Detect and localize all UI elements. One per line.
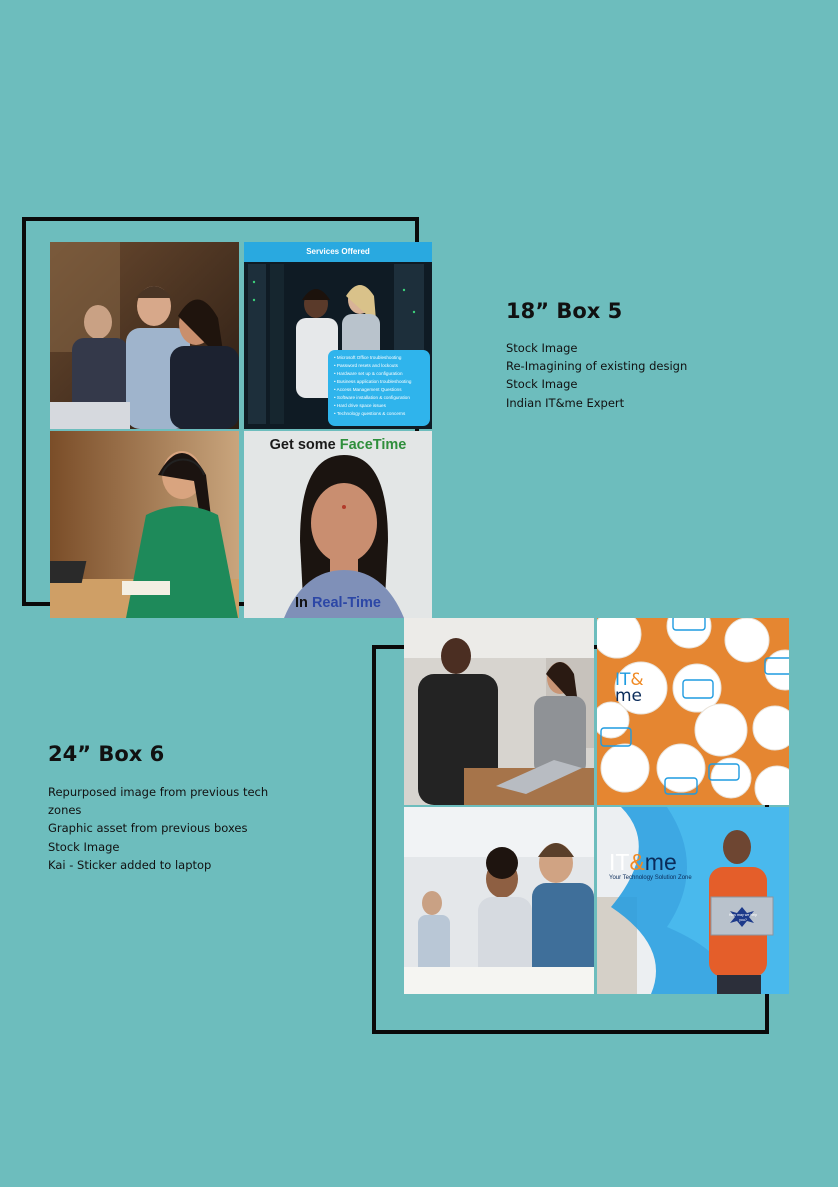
services-list-item: • Software installation & configuration — [334, 394, 426, 402]
box5-description-item: Stock Image — [506, 341, 578, 355]
box5-services-panel — [244, 242, 432, 429]
facetime-title — [244, 437, 432, 453]
services-list-item: • Technology questions & concerns — [334, 410, 426, 418]
sticker-logo-me: me — [615, 686, 643, 706]
box5-facetime-panel — [244, 431, 432, 618]
box5-description-item: Stock Image — [506, 377, 578, 392]
box6-itme-panel — [597, 807, 789, 994]
services-list — [334, 354, 426, 418]
services-banner: Services Offered — [244, 242, 432, 262]
itme-logo-me: me — [644, 849, 677, 875]
facetime-title-prefix: Get some — [269, 437, 340, 453]
box5-photo-team — [50, 242, 239, 429]
sticker-logo-it: IT — [615, 670, 631, 690]
box5-heading: 18” Box 5 — [506, 299, 623, 323]
sticker-logo — [615, 672, 644, 704]
box6-heading: 24” Box 6 — [48, 742, 165, 766]
box6-description-item: Repurposed image from previous tech zones — [48, 785, 269, 818]
box6-description-list — [48, 783, 276, 874]
box5-description-item: Re-Imagining of existing design — [506, 359, 688, 374]
laptop-sticker-text: How may we help you? — [728, 913, 758, 922]
box6-photo-collaboration — [404, 807, 594, 994]
services-list-item: • Microsoft Office troubleshooting — [334, 354, 426, 362]
realtime-title — [244, 595, 432, 611]
box6-description-item: Graphic asset from previous boxes — [48, 821, 248, 836]
box5-photo-headset — [50, 431, 239, 618]
sticker-logo-amp: & — [630, 670, 644, 690]
itme-logo-it: IT — [609, 849, 630, 875]
services-list-item: • Hardware set up & configuration — [334, 370, 426, 378]
itme-logo-amp: & — [629, 849, 645, 875]
box6-description-item: Stock Image — [48, 839, 120, 854]
box6-photo-meeting — [404, 618, 594, 805]
services-list-item: • Hard drive space issues — [334, 402, 426, 410]
box5-description-item: Indian IT&me Expert — [506, 395, 625, 410]
facetime-title-highlight: FaceTime — [339, 437, 407, 453]
itme-logo — [609, 849, 677, 876]
box5-description-list — [506, 339, 687, 412]
services-list-item: • Access Management Questions — [334, 386, 426, 394]
box6-sticker-pattern — [597, 618, 789, 805]
services-list-item: • Business application troubleshooting — [334, 378, 426, 386]
services-list-item: • Password resets and lockouts — [334, 362, 426, 370]
realtime-title-prefix: In — [295, 595, 312, 611]
services-list-box — [328, 350, 430, 426]
itme-tagline: Your Technology Solution Zone — [609, 875, 692, 881]
box6-description-item: Kai - Sticker added to laptop — [48, 857, 212, 872]
realtime-title-highlight: Real-Time — [311, 595, 381, 611]
